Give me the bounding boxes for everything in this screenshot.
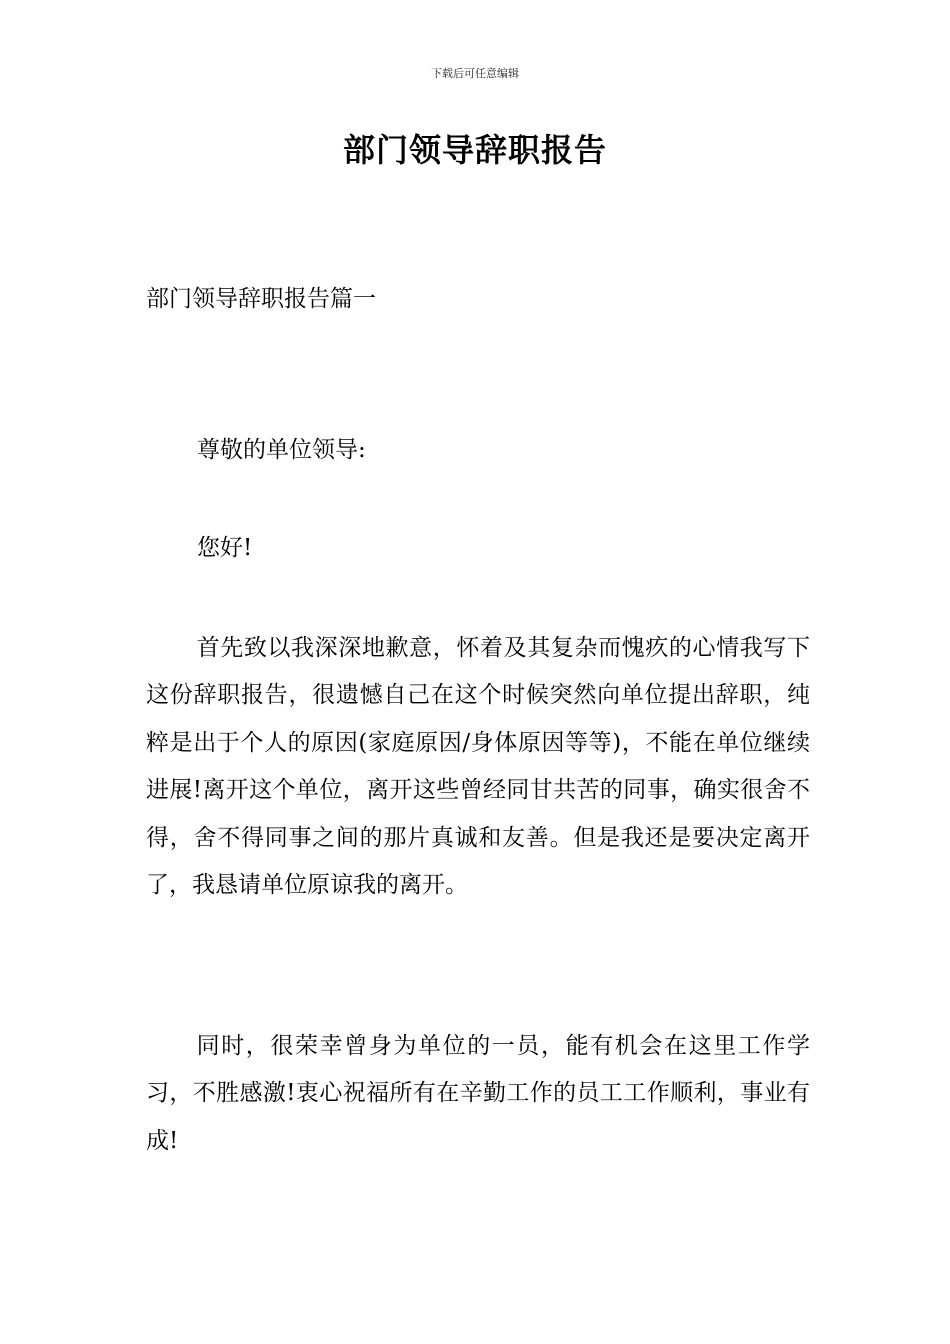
header-note: 下载后可任意编辑	[431, 67, 519, 80]
document-title: 部门领导辞职报告	[342, 131, 607, 169]
greeting: 您好!	[197, 535, 253, 561]
body-paragraph-1: 首先致以我深深地歉意，怀着及其复杂而愧疚的心情我写下这份辞职报告，很遗憾自己在这个时候突然向单位提出辞职，纯粹是出于个人的原因(家庭原因/身体原因等等)，不能在单位继续进展!离开这个单位，离开这些曾经同甘共苦的同事，确实很舍不得，舍不得同事之间的那片真诚和友善。但是我还是要决定离开了，我恳请单位原谅我的离开。	[146, 635, 810, 899]
salutation: 尊敬的单位领导:	[197, 437, 366, 463]
body-paragraph-2: 同时，很荣幸曾身为单位的一员，能有机会在这里工作学习，不胜感激!衷心祝福所有在辛勤工作的员工工作顺利，事业有成!	[146, 1033, 810, 1154]
section-heading: 部门领导辞职报告篇一	[146, 286, 376, 312]
